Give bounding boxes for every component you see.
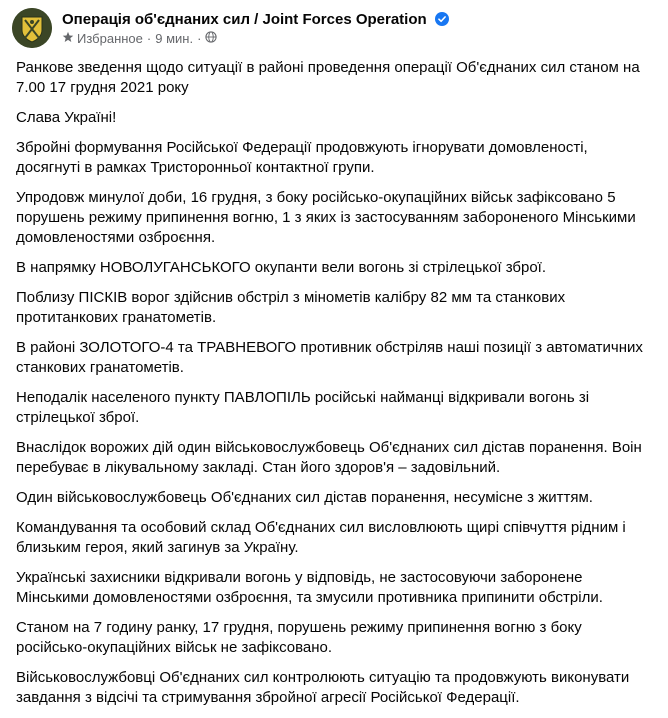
globe-icon[interactable] bbox=[205, 31, 217, 47]
post-paragraph: В районі ЗОЛОТОГО-4 та ТРАВНЕВОГО противник обстріляв наші позиції з автоматичних станкових гранатометів. bbox=[16, 339, 643, 376]
emblem-icon bbox=[12, 8, 52, 48]
meta-separator: · bbox=[197, 31, 202, 46]
post-paragraph: Упродовж минулої доби, 16 грудня, з боку російсько-окупаційних військ зафіксовано 5 порушень режиму припинення вогню, 1 з яких із застосуванням забороненого Мінськими домовленостями озброєння. bbox=[16, 189, 636, 246]
avatar[interactable] bbox=[12, 8, 52, 48]
post-paragraph: Поблизу ПІСКІВ ворог здійснив обстріл з мінометів калібру 82 мм та станкових протитанкових гранатометів. bbox=[16, 289, 566, 326]
post-paragraph: Слава Україні! bbox=[16, 109, 117, 126]
post-paragraph: Неподалік населеного пункту ПАВЛОПІЛЬ російські найманці відкривали вогонь зі стрілецької зброї. bbox=[16, 389, 590, 426]
post-paragraph: Військовослужбовці Об'єднаних сил контролюють ситуацію та продовжують виконувати завдання з відсічі та стримування збройної агресії Російської Федерації. bbox=[16, 669, 630, 706]
post-paragraph: Українські захисники відкривали вогонь у відповідь, не застосовуючи заборонене Мінськими домовленостями озброєння, та змусили противника припинити обстріли. bbox=[16, 569, 603, 606]
post-body bbox=[16, 58, 652, 718]
post-meta bbox=[62, 31, 217, 47]
post-header bbox=[12, 8, 656, 48]
page-author[interactable] bbox=[62, 10, 449, 31]
star-icon bbox=[62, 31, 74, 47]
post-time[interactable]: 9 мин. bbox=[155, 31, 194, 46]
post-paragraph: Ранкове зведення щодо ситуації в районі проведення операції Об'єднаних сил станом на 7.00 17 грудня 2021 року bbox=[16, 59, 640, 96]
meta-separator: · bbox=[146, 31, 152, 46]
author-name[interactable]: Операція об'єднаних сил / Joint Forces Operation bbox=[62, 11, 427, 28]
post-paragraph: Командування та особовий склад Об'єднаних сил висловлюють щирі співчуття рідним і близьким героя, який загинув за Україну. bbox=[16, 519, 626, 556]
post-paragraph: Один військовослужбовець Об'єднаних сил дістав поранення, несумісне з життям. bbox=[16, 489, 593, 506]
post-paragraph: Збройні формування Російської Федерації продовжують ігнорувати домовленості, досягнуті в рамках Тристоронньої контактної групи. bbox=[16, 139, 588, 176]
favorites-label[interactable]: Избранное bbox=[77, 31, 143, 46]
verified-badge-icon bbox=[435, 12, 449, 31]
post-paragraph: Станом на 7 годину ранку, 17 грудня, порушень режиму припинення вогню з боку російсько-окупаційних військ не зафіксовано. bbox=[16, 619, 582, 656]
post-paragraph: Внаслідок ворожих дій один військовослужбовець Об'єднаних сил дістав поранення. Воін перебуває в лікувальному закладі. Стан його здоров'я – задовільний. bbox=[16, 439, 642, 476]
post-paragraph: В напрямку НОВОЛУГАНСЬКОГО окупанти вели вогонь зі стрілецької зброї. bbox=[16, 259, 547, 276]
